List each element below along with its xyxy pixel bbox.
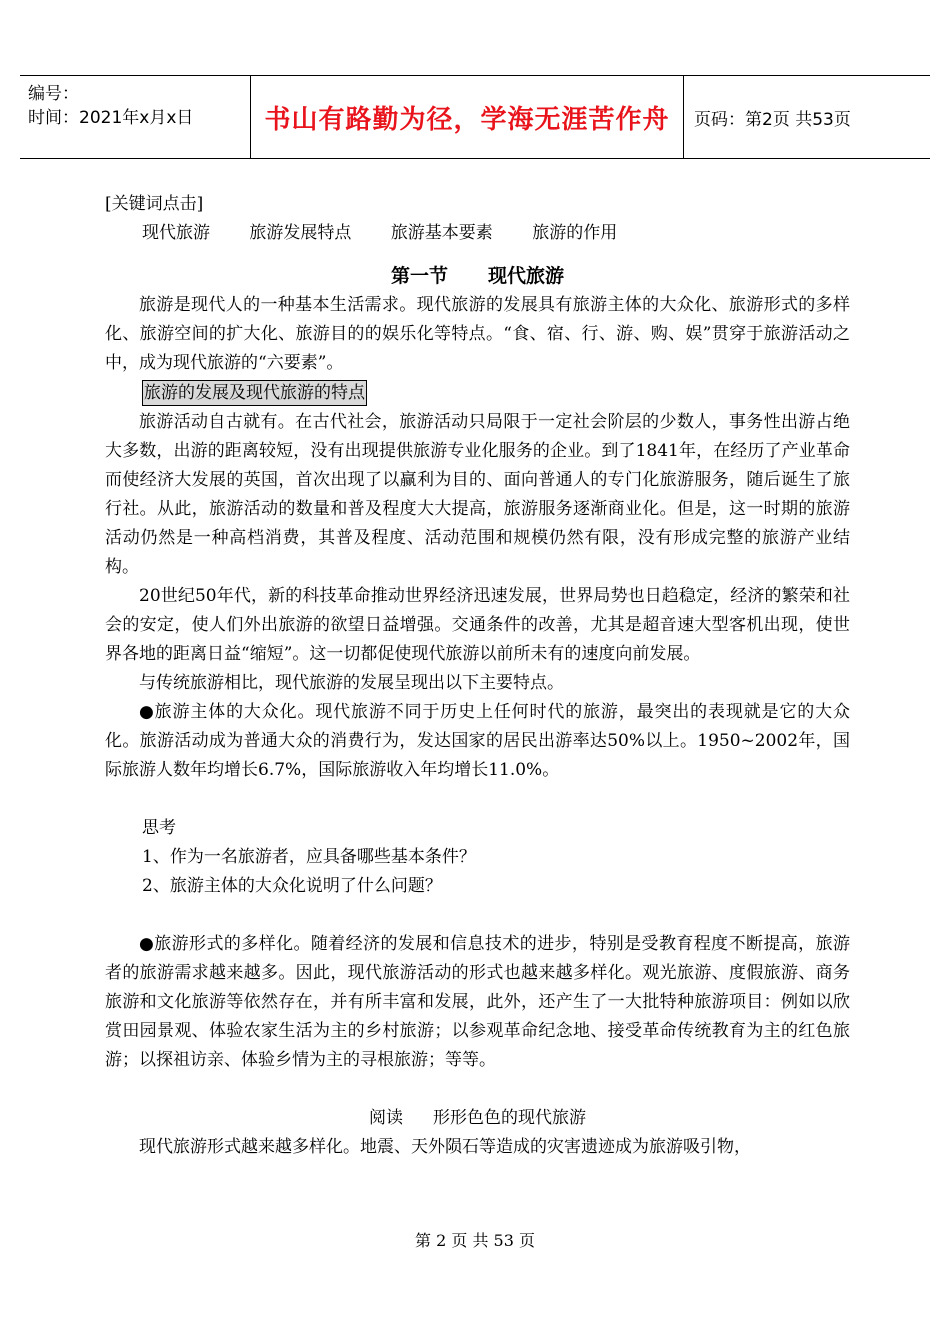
paragraph-history: 旅游活动自古就有。在古代社会，旅游活动只局限于一定社会阶层的少数人，事务性出游占绝大多数，出游的距离较短，没有出现提供旅游专业化服务的企业。到了1841年，在经历了产业革命而使经济大发展的英国，首次出现了以赢利为目的、面向普通人的专门化旅游服务，随后诞生了旅行社。从此，旅游活动的数量和普及程度大大提高，旅游服务逐渐商业化。但是，这一时期的旅游活动仍然是一种高档消费，其普及程度、活动范围和规模仍然有限，没有形成完整的旅游产业结构。	[105, 412, 850, 577]
subheading-highlight: 旅游的发展及现代旅游的特点	[142, 380, 367, 406]
number-label: 编号：	[28, 84, 79, 104]
section-number: 第一节	[390, 265, 448, 287]
spacer	[105, 785, 850, 814]
reading-label: 阅读	[369, 1108, 403, 1128]
header-motto: 书山有路勤为径，学海无涯苦作舟	[251, 76, 684, 158]
reading-name: 形形色色的现代旅游	[433, 1108, 586, 1128]
page-footer: 第 2 页 共 53 页	[415, 1231, 535, 1250]
page-header	[20, 75, 930, 159]
header-page-label: 页码：第2页 共53页	[694, 109, 851, 130]
keyword-link[interactable]: 旅游基本要素	[390, 223, 493, 243]
paragraph-features-intro: 与传统旅游相比，现代旅游的发展呈现出以下主要特点。	[139, 673, 564, 693]
keyword-link[interactable]: 现代旅游	[142, 223, 210, 243]
section-name: 现代旅游	[488, 265, 565, 287]
keywords-row	[105, 219, 850, 248]
paragraph-modern: 20世纪50年代，新的科技革命推动世界经济迅速发展，世界局势也日趋稳定，经济的繁荣和社会的安定，使人们外出旅游的欲望日益增强。交通条件的改善，尤其是超音速大型客机出现，使世界各地的距离日益“缩短”。这一切都促使现代旅游以前所未有的速度向前发展。	[105, 586, 850, 664]
paragraph-reading: 现代旅游形式越来越多样化。地震、天外陨石等造成的灾害遗迹成为旅游吸引物，	[139, 1137, 751, 1157]
thinking-title: 思考	[142, 818, 176, 838]
thinking-question-2: 2、旅游主体的大众化说明了什么问题？	[142, 876, 442, 896]
spacer	[105, 1075, 850, 1104]
header-meta	[20, 76, 251, 158]
keywords-title: [关键词点击]	[105, 194, 204, 214]
time-label: 时间：2021年x月x日	[28, 108, 194, 128]
paragraph-popularization: ●旅游主体的大众化。现代旅游不同于历史上任何时代的旅游，最突出的表现就是它的大众化。旅游活动成为普通大众的消费行为，发达国家的居民出游率达50%以上。1950~2002年，国际旅游人数年均增长6.7%，国际旅游收入年均增长11.0%。	[105, 702, 850, 780]
keyword-link[interactable]: 旅游的作用	[532, 223, 618, 243]
paragraph-diversification: ●旅游形式的多样化。随着经济的发展和信息技术的进步，特别是受教育程度不断提高，旅游者的旅游需求越来越多。因此，现代旅游活动的形式也越来越多样化。观光旅游、度假旅游、商务旅游和文化旅游等依然存在，并有所丰富和发展，此外，还产生了一大批特种旅游项目：例如以欣赏田园景观、体验农家生活为主的乡村旅游；以参观革命纪念地、接受革命传统教育为主的红色旅游；以探祖访亲、体验乡情为主的寻根旅游；等等。	[105, 934, 850, 1070]
paragraph-intro: 旅游是现代人的一种基本生活需求。现代旅游的发展具有旅游主体的大众化、旅游形式的多样化、旅游空间的扩大化、旅游目的的娱乐化等特点。“食、宿、行、游、购、娱”贯穿于旅游活动之中，成为现代旅游的“六要素”。	[105, 295, 850, 373]
reading-title	[105, 1104, 850, 1133]
document-body	[105, 190, 850, 1162]
keyword-link[interactable]: 旅游发展特点	[249, 223, 352, 243]
thinking-question-1: 1、作为一名旅游者，应具备哪些基本条件？	[142, 847, 476, 867]
spacer	[105, 901, 850, 930]
section-title	[105, 262, 850, 291]
